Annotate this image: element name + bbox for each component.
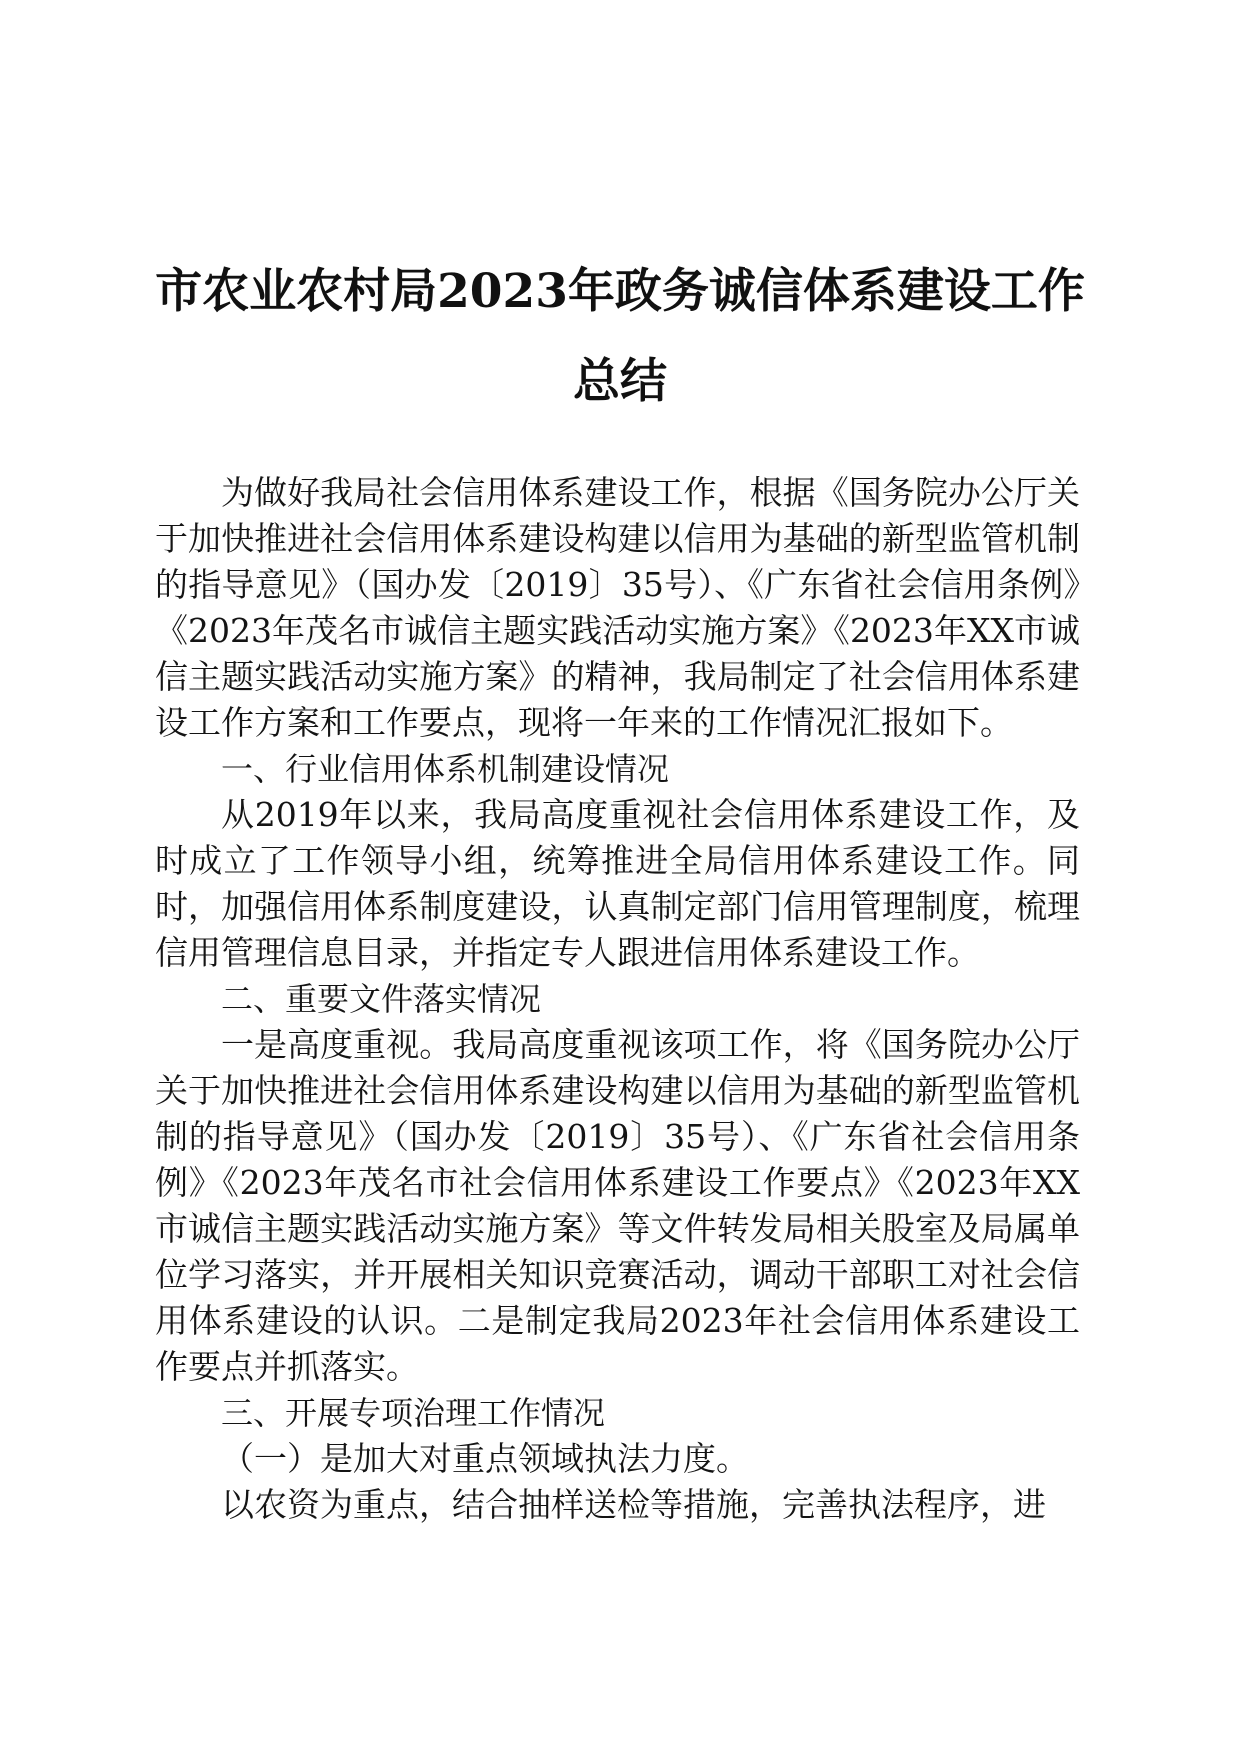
section3-paragraph: 以农资为重点，结合抽样送检等措施，完善执法程序，进 (221, 1485, 1046, 1524)
section1-paragraph: 从2019年以来，我局高度重视社会信用体系建设工作，及时成立了工作领导小组，统筹推进全局信用体系建设工作。同时，加强信用体系制度建设，认真制定部门信用管理制度，梳理信用管理信息目录，并指定专人跟进信用体系建设工作。 (155, 795, 1080, 972)
document-body (155, 470, 1080, 1528)
section2-heading: 二、重要文件落实情况 (221, 980, 542, 1018)
section3-subheading: （一）是加大对重点领域执法力度。 (221, 1439, 749, 1478)
document-title-line2: 总结 (573, 354, 667, 409)
document-title-line1: 市农业农村局2023年政务诚信体系建设工作 (155, 264, 1085, 319)
section2-paragraph: 一是高度重视。我局高度重视该项工作，将《国务院办公厅关于加快推进社会信用体系建设构建以信用为基础的新型监管机制的指导意见》（国办发〔2019〕35号）、《广东省社会信用条例》《2023年茂名市社会信用体系建设工作要点》《2023年XX市诚信主题实践活动实施方案》等文件转发局相关股室及局属单位学习落实，并开展相关知识竞赛活动，调动干部职工对社会信用体系建设的认识。二是制定我局2023年社会信用体系建设工作要点并抓落实。 (155, 1025, 1080, 1386)
section3-heading: 三、开展专项治理工作情况 (221, 1394, 606, 1432)
section1-heading: 一、行业信用体系机制建设情况 (221, 750, 670, 788)
intro-paragraph: 为做好我局社会信用体系建设工作，根据《国务院办公厅关于加快推进社会信用体系建设构建以信用为基础的新型监管机制的指导意见》（国办发〔2019〕35号）、《广东省社会信用条例》《2023年茂名市诚信主题实践活动实施方案》《2023年XX市诚信主题实践活动实施方案》的精神，我局制定了社会信用体系建设工作方案和工作要点，现将一年来的工作情况汇报如下。 (155, 473, 1080, 742)
